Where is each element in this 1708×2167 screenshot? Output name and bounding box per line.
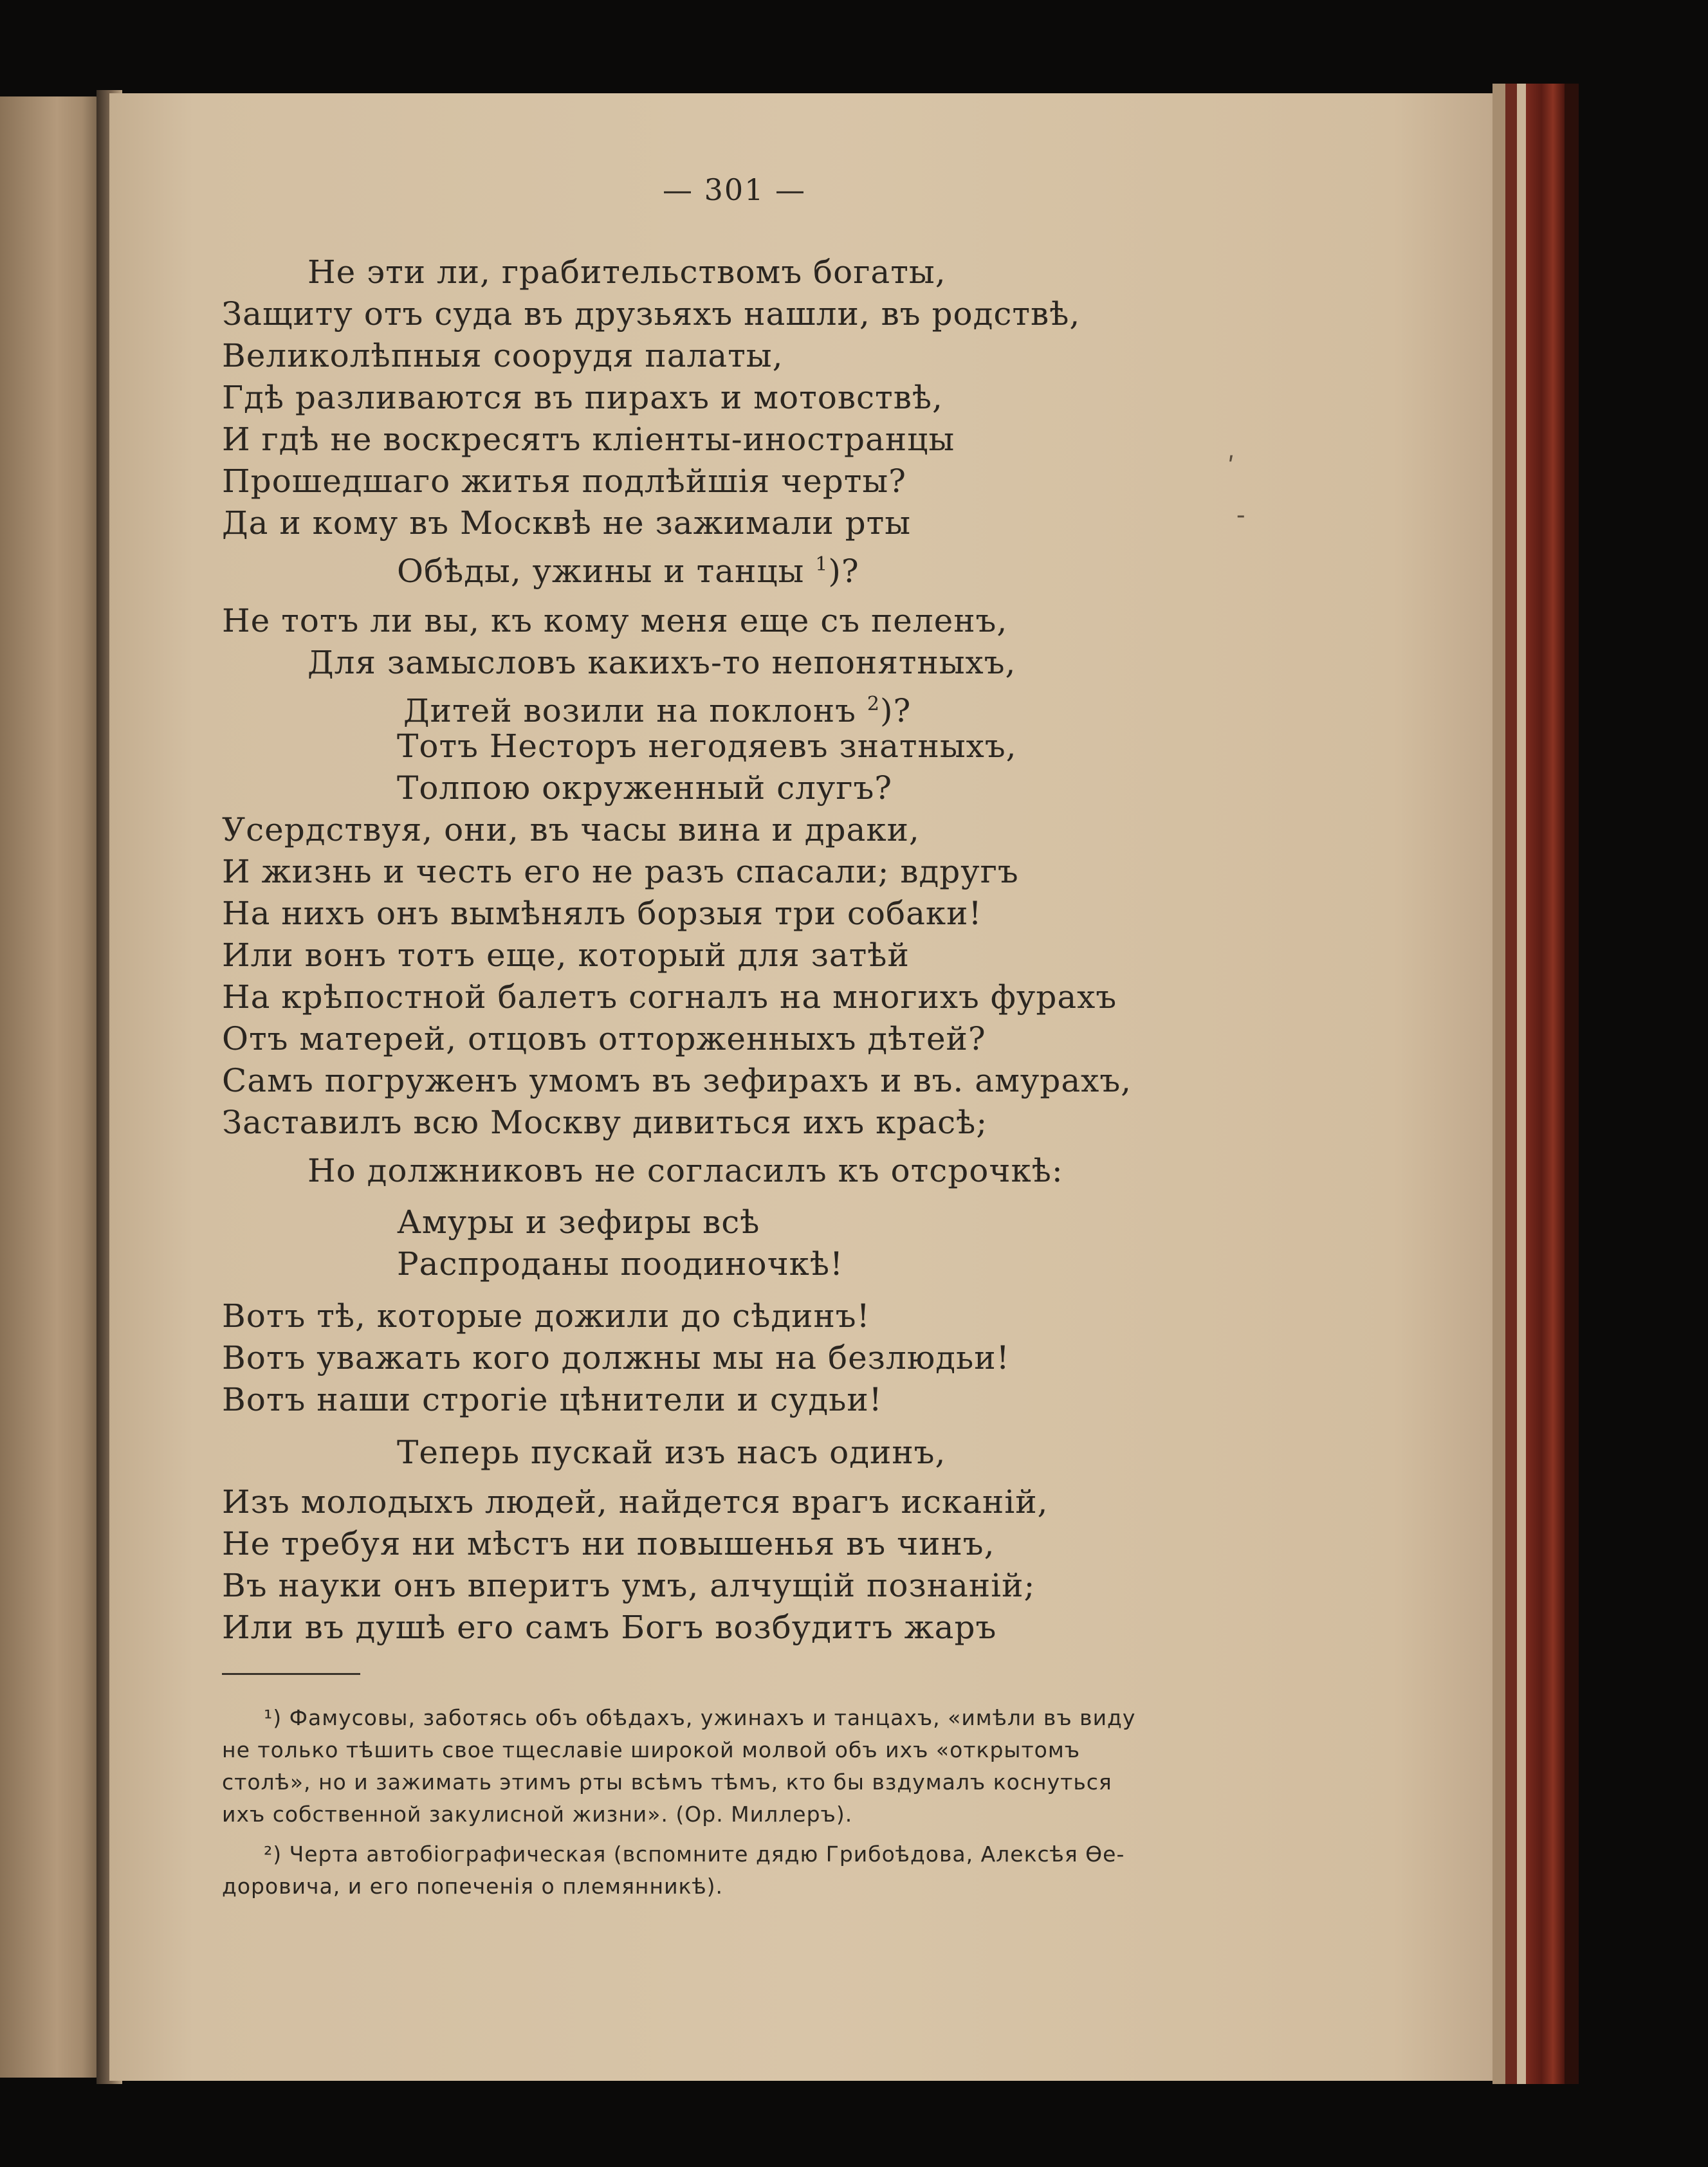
verse-line: На нихъ онъ вымѣнялъ борзыя три собаки! xyxy=(222,895,982,932)
verse-line: Не требуя ни мѣстъ ни повышенья въ чинъ, xyxy=(222,1525,995,1562)
footnote-line: ²) Черта автобіографическая (вспомните дядю Грибоѣдова, Алексѣя Ѳе- xyxy=(264,1842,1125,1867)
verse-line: Не тотъ ли вы, къ кому меня еще съ пеленъ, xyxy=(222,602,1008,639)
verse-line: Гдѣ разливаются въ пирахъ и мотовствѣ, xyxy=(222,379,943,416)
verse-line: Прошедшаго житья подлѣйшія черты? xyxy=(222,462,906,500)
verse-line: Защиту отъ суда въ друзьяхъ нашли, въ родствѣ, xyxy=(222,295,1081,333)
verse-line: Заставилъ всю Москву дивиться ихъ красѣ; xyxy=(222,1104,988,1141)
verse-line: Вотъ уважать кого должны мы на безлюдьи! xyxy=(222,1339,1010,1376)
verse-line: Амуры и зефиры всѣ xyxy=(397,1203,760,1241)
verse-line: Для замысловъ какихъ-то непонятныхъ, xyxy=(308,644,1016,681)
verse-line: Вотъ тѣ, которые дожили до сѣдинъ! xyxy=(222,1297,870,1335)
verse-line: Въ науки онъ вперитъ умъ, алчущій познаній; xyxy=(222,1567,1036,1604)
verse-line: Да и кому въ Москвѣ не зажимали рты xyxy=(222,504,912,542)
footnote-ref: 2 xyxy=(867,693,880,715)
page-number: — 301 — xyxy=(663,172,807,207)
footnote-line: ихъ собственной закулисной жизни». (Ор. Миллеръ). xyxy=(222,1802,853,1827)
footnote-ref: 1 xyxy=(815,553,829,576)
verse-line: И гдѣ не воскресятъ кліенты-иностранцы xyxy=(222,421,955,458)
verse-line: Тотъ Несторъ негодяевъ знатныхъ, xyxy=(397,727,1017,765)
verse-line: Самъ погруженъ умомъ въ зефирахъ и въ. амурахъ, xyxy=(222,1062,1132,1099)
pencil-mark: ʹ xyxy=(1227,453,1235,482)
footnote-line: ¹) Фамусовы, заботясь объ обѣдахъ, ужинахъ и танцахъ, «имѣли въ виду xyxy=(264,1705,1136,1730)
footnote-divider xyxy=(222,1673,360,1675)
verse-line: Теперь пускай изъ насъ одинъ, xyxy=(397,1434,946,1471)
verse-line: Или въ душѣ его самъ Богъ возбудитъ жаръ xyxy=(222,1609,997,1646)
verse-line: Распроданы поодиночкѣ! xyxy=(397,1245,844,1283)
verse-line: Изъ молодыхъ людей, найдется врагъ исканій, xyxy=(222,1483,1049,1521)
footnote-line: доровича, и его попеченія о племянникѣ). xyxy=(222,1874,723,1899)
verse-line: Дитей возили на поклонъ $^2$)? xyxy=(403,692,912,729)
verse-line: Усердствуя, они, въ часы вина и драки, xyxy=(222,811,920,848)
verse-line: Или вонъ тотъ еще, который для затѣй xyxy=(222,937,910,974)
verse-line: И жизнь и честь его не разъ спасали; вдругъ xyxy=(222,853,1019,890)
footnote-line: столѣ», но и зажимать этимъ рты всѣмъ тѣмъ, кто бы вздумалъ коснуться xyxy=(222,1769,1112,1795)
pencil-mark: ‐ xyxy=(1236,500,1245,530)
verse-line: Обѣды, ужины и танцы $^1$)? xyxy=(397,553,859,590)
verse-line: Великолѣпныя соорудя палаты, xyxy=(222,337,784,374)
verse-line: Не эти ли, грабительствомъ богаты, xyxy=(308,253,946,291)
verse-line: На крѣпостной балетъ согналъ на многихъ фурахъ xyxy=(222,978,1117,1016)
footnote-line: не только тѣшить свое тщеславіе широкой молвой объ ихъ «открытомъ xyxy=(222,1737,1081,1762)
verse-line: Вотъ наши строгіе цѣнители и судьи! xyxy=(222,1381,883,1418)
verse-line: Но должниковъ не согласилъ къ отсрочкѣ: xyxy=(308,1152,1063,1189)
verse-line: Толпою окруженный слугъ? xyxy=(397,769,893,807)
verse-line: Отъ матерей, отцовъ отторженныхъ дѣтей? xyxy=(222,1020,986,1057)
